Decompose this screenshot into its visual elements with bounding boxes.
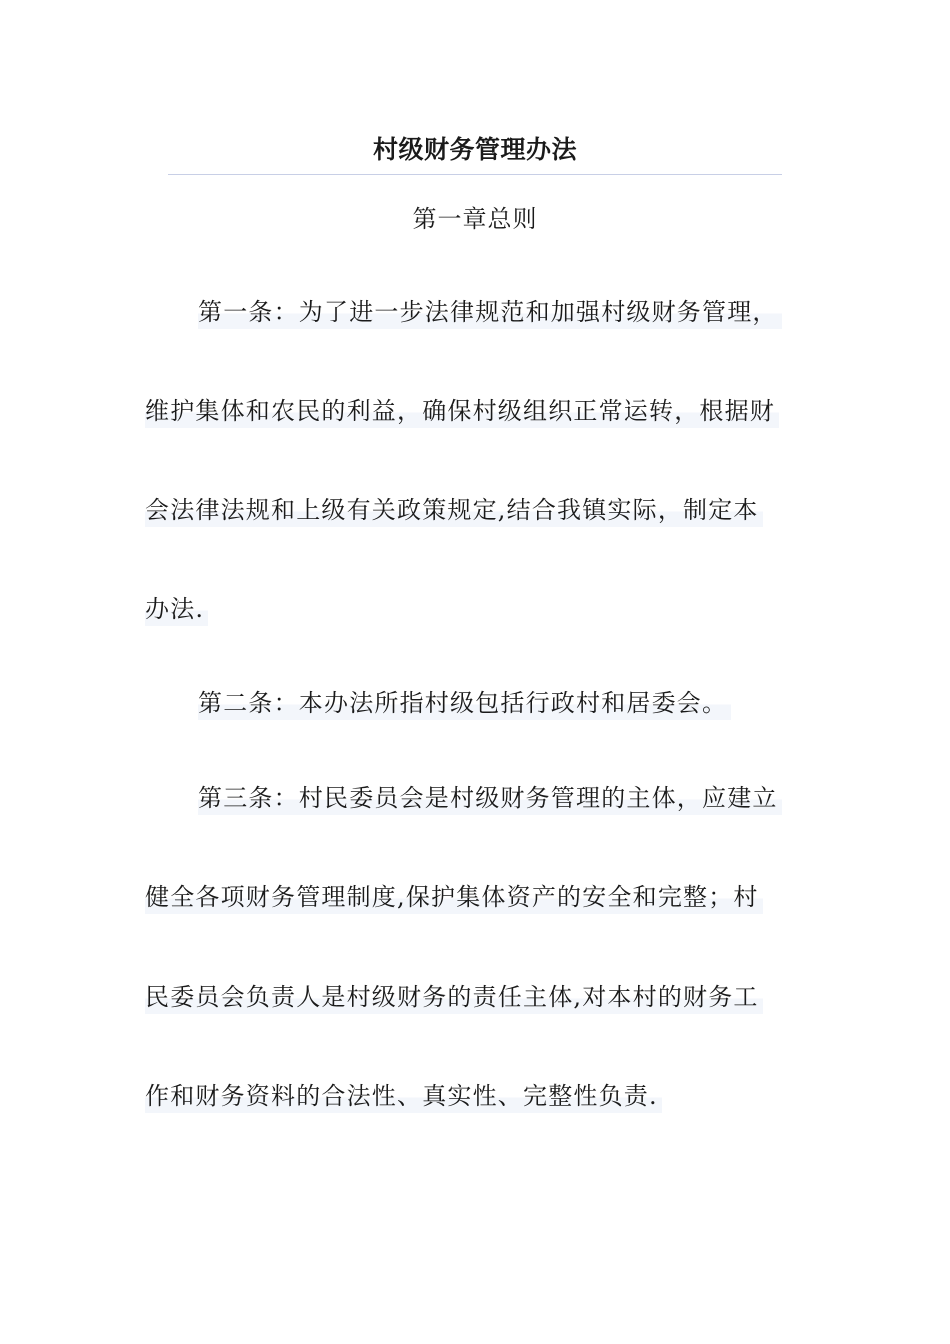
article-3-line-4: 作和财务资料的合法性、真实性、完整性负责. [145, 1079, 662, 1113]
article-1-line-2: 维护集体和农民的利益，确保村级组织正常运转，根据财 [145, 394, 779, 428]
article-1-line-4: 办法. [145, 592, 208, 626]
article-3-line-1: 第三条：村民委员会是村级财务管理的主体，应建立 [198, 781, 782, 815]
article-3-line-2: 健全各项财务管理制度,保护集体资产的安全和完整；村 [145, 880, 763, 914]
chapter-heading: 第一章总则 [412, 205, 538, 233]
article-1-line-1: 第一条：为了进一步法律规范和加强村级财务管理， [198, 295, 782, 329]
document-title: 村级财务管理办法 [372, 135, 577, 164]
article-1-line-3: 会法律法规和上级有关政策规定,结合我镇实际，制定本 [145, 493, 763, 527]
article-2-line-1: 第二条：本办法所指村级包括行政村和居委会。 [198, 686, 731, 720]
title-divider [168, 174, 782, 175]
article-3-line-3: 民委员会负责人是村级财务的责任主体,对本村的财务工 [145, 980, 763, 1014]
